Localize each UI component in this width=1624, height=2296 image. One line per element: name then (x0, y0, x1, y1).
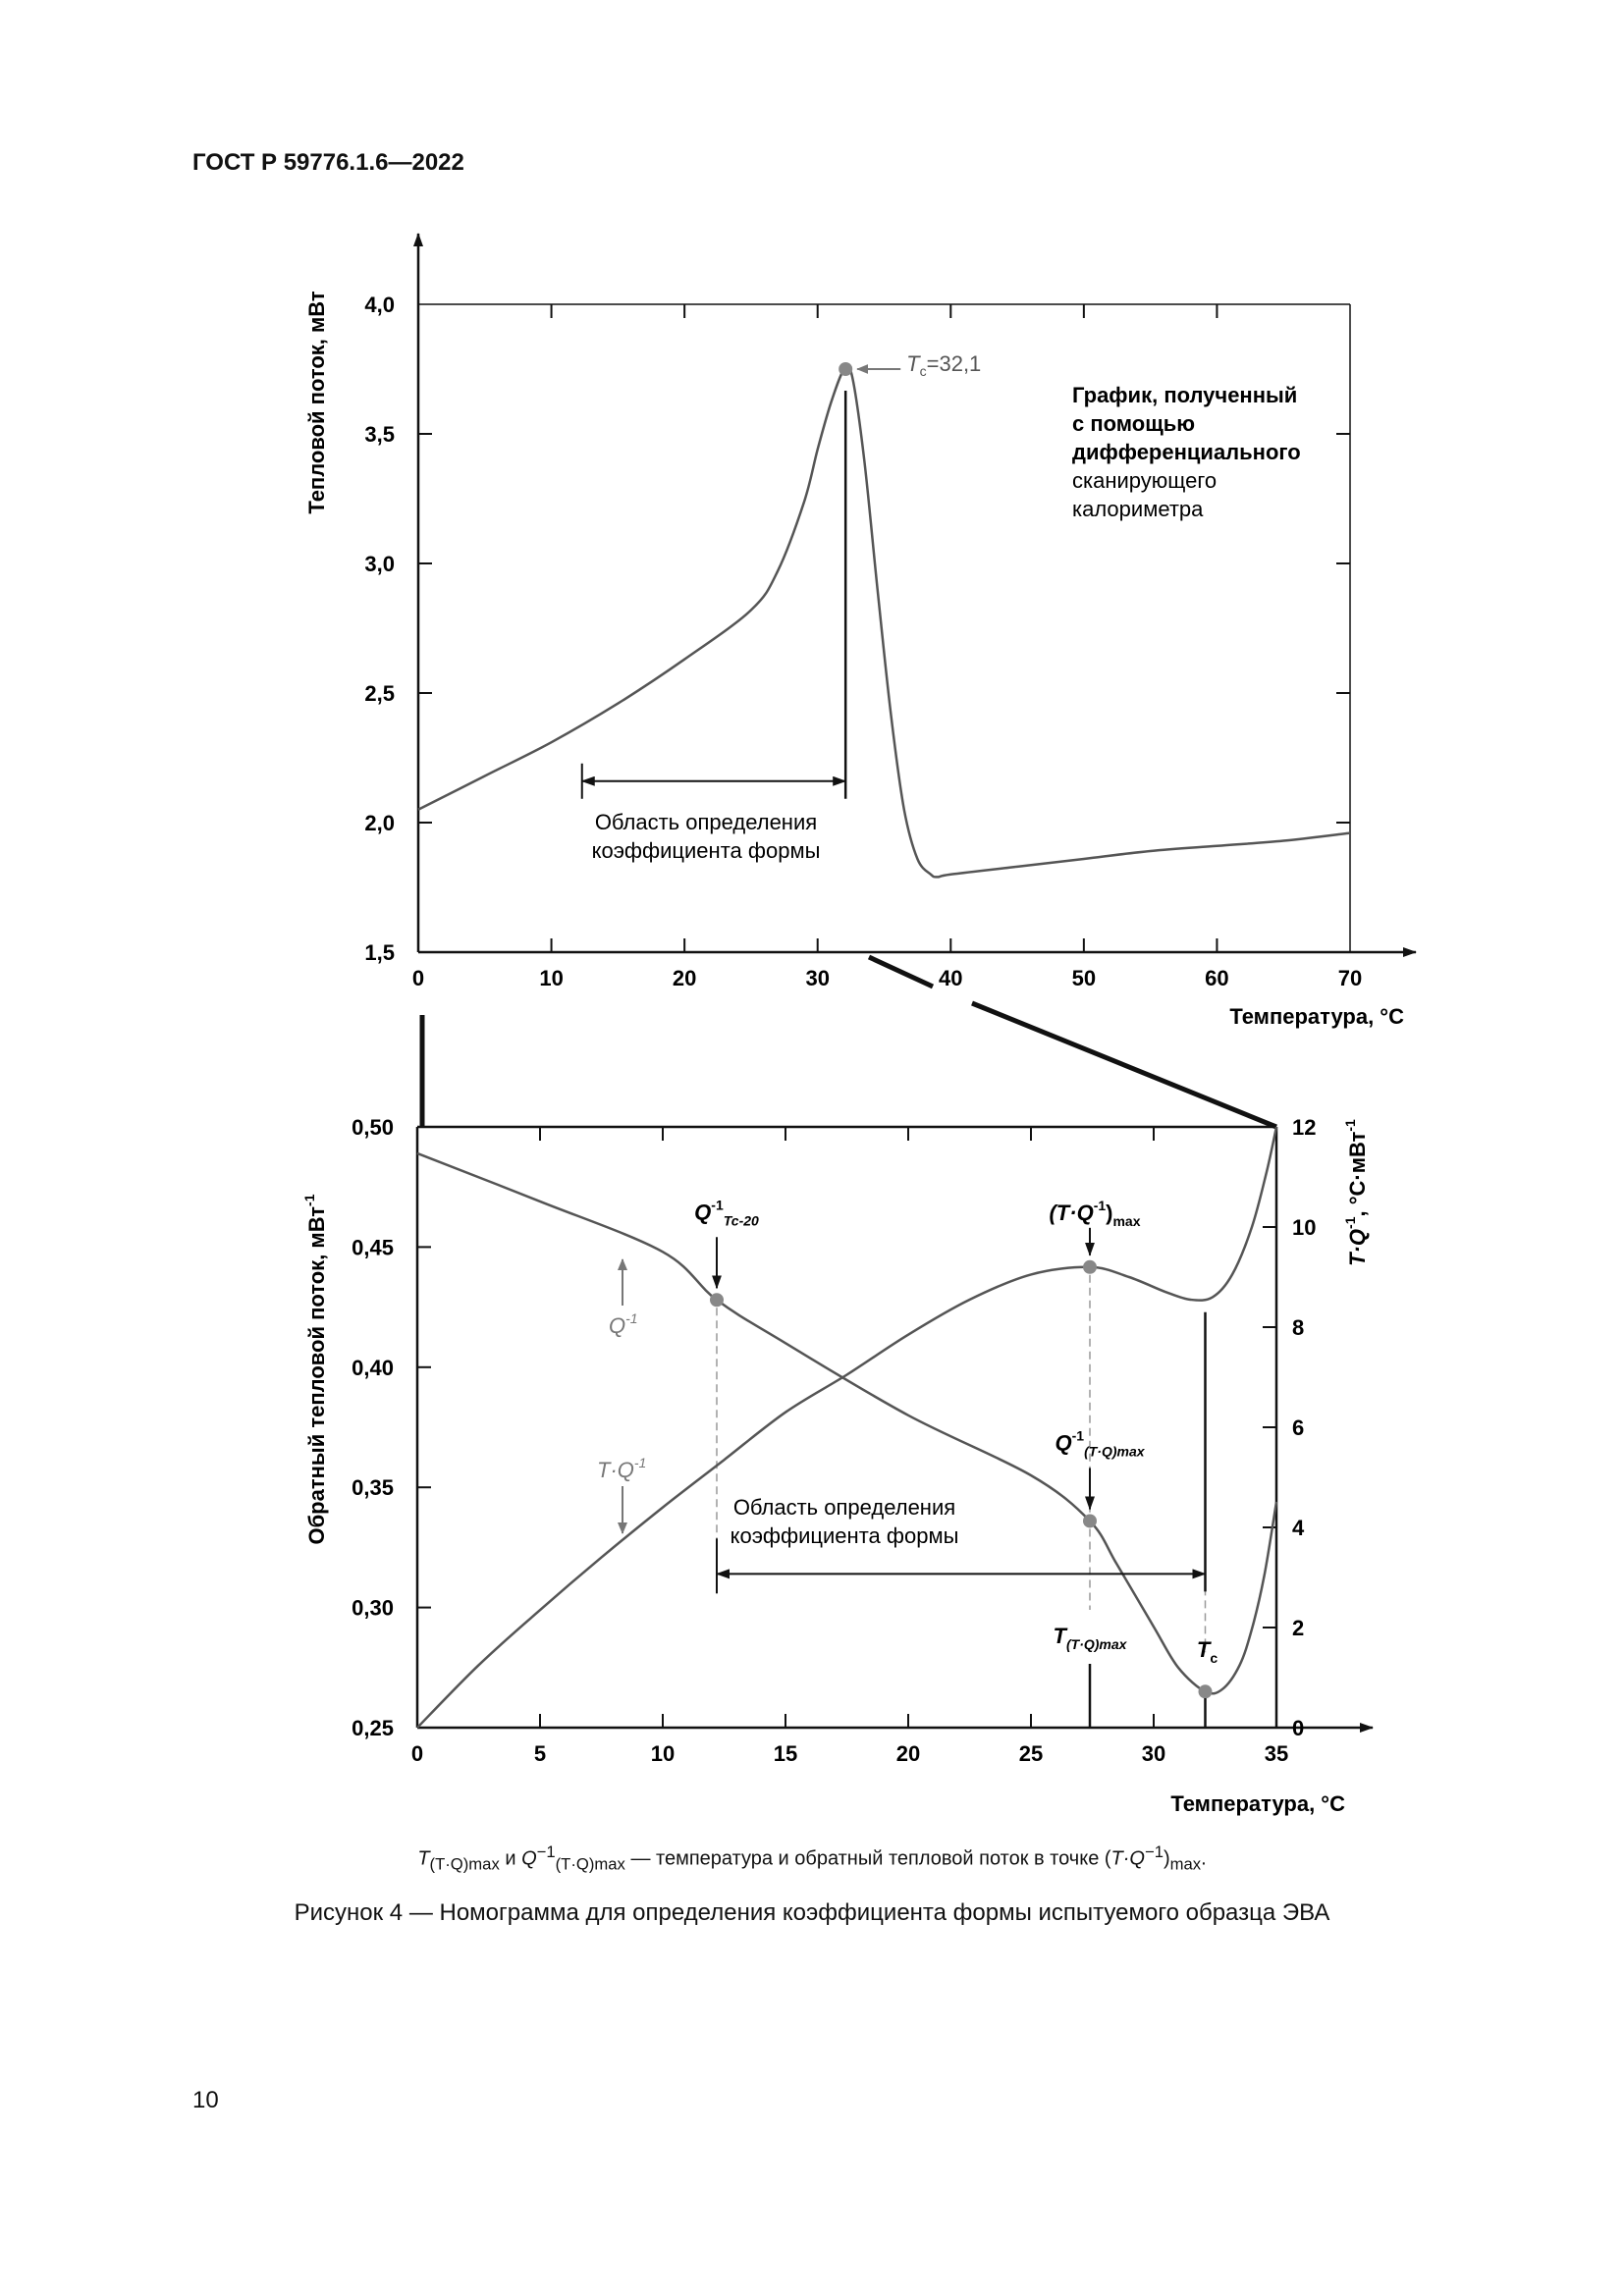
inv-y2-tick-label: 6 (1292, 1415, 1305, 1440)
inv-y2-tick-label: 2 (1292, 1616, 1305, 1640)
figure-note: $T_{(T\cdot Q)max}$ и $Q^{-1}_{(T\cdot Q)max}$ — температура и обратный тепловой поток в точке $(T\cdot Q^{-1})_{max}$. (417, 1842, 1207, 1874)
inv-label-q-tqmax: $Q^{-1}_{(T\cdot Q)max}$ (1055, 1427, 1145, 1460)
inv-x-tick-label: 25 (1018, 1741, 1044, 1766)
dsc-y-tick-label: 4,0 (364, 293, 395, 317)
dsc-annotation-line1: График, полученный (1072, 383, 1298, 407)
inv-label-q-tc20: $Q^{-1}_{Tc-20}$ (694, 1197, 759, 1229)
dsc-x-tick-label: 20 (672, 966, 697, 990)
inv-x-axis-label: Температура, °C (1170, 1791, 1345, 1816)
inv-label-t-tqmax: $T_{(T\cdot Q)max}$ (1053, 1624, 1127, 1652)
dsc-annotation-line5: калориметра (1072, 497, 1204, 521)
dsc-x-tick-label: 50 (1071, 966, 1097, 990)
dsc-x-tick-label: 0 (411, 966, 425, 990)
document-header: ГОСТ Р 59776.1.6—2022 (192, 149, 464, 176)
figure-caption: Рисунок 4 — Номограмма для определения коэффициента формы испытуемого образца ЭВА (294, 1899, 1330, 1926)
dsc-region-label-line1: Область определения (594, 810, 818, 834)
dsc-x-tick-label: 60 (1205, 966, 1229, 990)
dsc-chart (304, 234, 1416, 1029)
inv-region-label-line2: коэффициента формы (730, 1523, 959, 1548)
inv-label-tq-max: $(T\cdot Q^{-1})_{max}$ (1049, 1197, 1141, 1229)
dsc-y-axis-label: Тепловой поток, мВт (304, 291, 329, 514)
inv-x-tick-label: 10 (650, 1741, 676, 1766)
dsc-annotation-line2: с помощью (1072, 411, 1196, 436)
dsc-annotation-line4: сканирующего (1072, 468, 1218, 493)
dsc-y-tick-label: 3,5 (364, 422, 395, 447)
dsc-x-tick-label: 30 (805, 966, 830, 990)
dsc-y-tick-label: 3,0 (364, 552, 395, 576)
inv-x-tick-label: 30 (1141, 1741, 1166, 1766)
inv-y-tick-label: 0,35 (352, 1475, 394, 1501)
dsc-tc-label: $T_c=32,1$ (906, 351, 982, 379)
inv-x-tick-label: 5 (533, 1741, 547, 1766)
inv-q-inverse-curve (417, 1153, 1276, 1693)
dsc-x-tick-label: 70 (1337, 966, 1363, 990)
inv-series-label-q: $Q^{-1}$ (609, 1310, 638, 1338)
inv-tq-inverse-curve (417, 1127, 1276, 1728)
dsc-x-tick-label: 10 (539, 966, 564, 990)
inv-data-point (1083, 1260, 1097, 1274)
inv-y-tick-label: 0,45 (352, 1235, 394, 1260)
dsc-x-tick-label: 40 (939, 966, 963, 990)
dsc-x-axis-label: Температура, °C (1229, 1004, 1404, 1029)
dsc-y-tick-label: 2,0 (364, 811, 395, 835)
dsc-region-label-line2: коэффициента формы (591, 838, 821, 863)
inv-y-tick-label: 0,50 (352, 1115, 394, 1140)
inv-data-point (710, 1293, 724, 1307)
dsc-tc-marker (839, 362, 852, 376)
inv-y-axis-label: Обратный тепловой поток, мВт$^{-1}$ (301, 1194, 329, 1545)
inv-label-tc: $T_c$ (1196, 1637, 1218, 1666)
inv-series-label-tq: $T\cdot Q^{-1}$ (597, 1455, 647, 1482)
dsc-annotation-line3: дифференциального (1072, 440, 1301, 464)
inv-y2-tick-label: 8 (1292, 1315, 1305, 1340)
connector-diagonal-upper (869, 957, 933, 987)
inv-region-label-line1: Область определения (732, 1495, 956, 1520)
inv-data-point (1083, 1514, 1097, 1527)
inv-x-tick-label: 15 (773, 1741, 798, 1766)
inv-y2-tick-label: 10 (1292, 1215, 1317, 1240)
inverse-chart (301, 1115, 1373, 1816)
inv-x-tick-label: 35 (1264, 1741, 1289, 1766)
page-number: 10 (192, 2087, 219, 2113)
inv-data-point (1199, 1684, 1213, 1698)
inv-y2-tick-label: 12 (1292, 1115, 1317, 1140)
dsc-y-tick-label: 2,5 (364, 681, 395, 706)
inv-y-tick-label: 0,25 (352, 1716, 394, 1740)
inv-x-tick-label: 20 (895, 1741, 921, 1766)
inv-y2-tick-label: 0 (1292, 1716, 1305, 1740)
inv-y2-axis-label: $T\cdot Q^{-1}$, °C·мВт$^{-1}$ (1342, 1119, 1370, 1266)
dsc-y-tick-label: 1,5 (364, 940, 395, 965)
inv-y-tick-label: 0,30 (352, 1595, 394, 1621)
inv-y2-tick-label: 4 (1292, 1516, 1305, 1540)
inv-y-tick-label: 0,40 (352, 1355, 394, 1380)
inv-x-tick-label: 0 (410, 1741, 424, 1766)
